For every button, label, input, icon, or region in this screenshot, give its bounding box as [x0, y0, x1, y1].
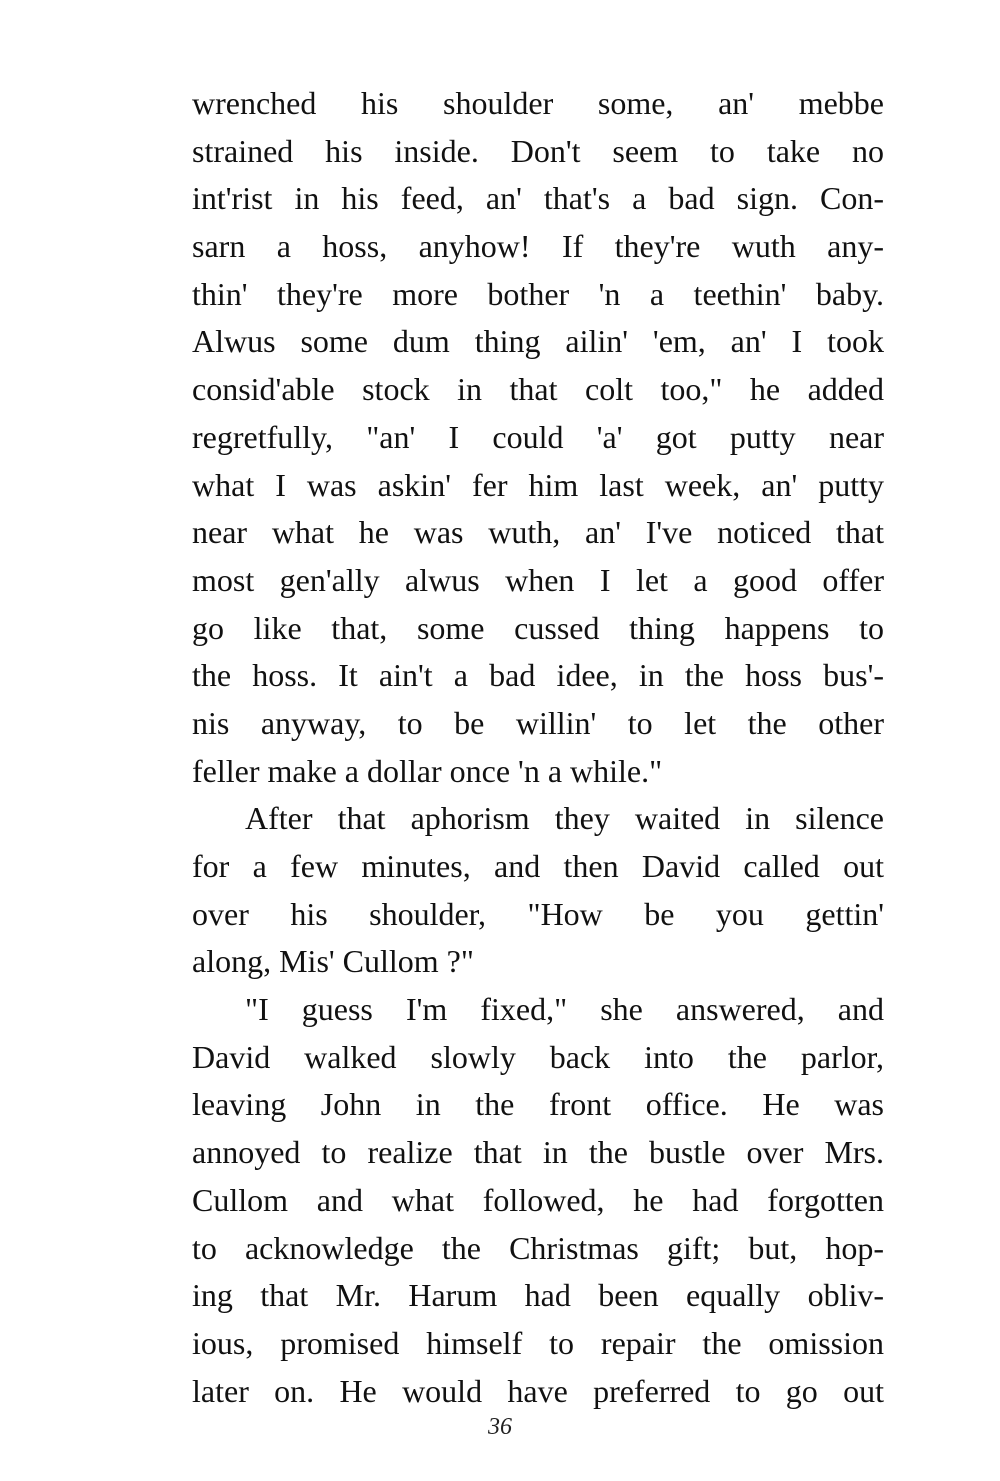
- body-text: [192, 80, 884, 1415]
- text-line: along, Mis' Cullom ?": [192, 943, 474, 980]
- text-line: "I guess I'm fixed," she answered, and: [245, 991, 884, 1028]
- text-line: over his shoulder, "How be you gettin': [192, 895, 884, 932]
- text-line: consid'able stock in that colt too," he added: [192, 371, 884, 408]
- text-line: near what he was wuth, an' I've noticed that: [192, 514, 884, 551]
- text-line: annoyed to realize that in the bustle over Mrs.: [192, 1134, 884, 1171]
- page-number: 36: [488, 1414, 512, 1440]
- text-line: ing that Mr. Harum had been equally obliv-: [192, 1277, 884, 1314]
- text-line: what I was askin' fer him last week, an' putty: [192, 466, 884, 503]
- text-line: most gen'ally alwus when I let a good offer: [192, 561, 884, 598]
- text-line: leaving John in the front office. He was: [192, 1086, 884, 1123]
- text-line: feller make a dollar once 'n a while.": [192, 752, 663, 789]
- text-line: later on. He would have preferred to go out: [192, 1372, 884, 1409]
- text-line: ious, promised himself to repair the omission: [192, 1324, 884, 1361]
- text-line: After that aphorism they waited in silence: [245, 800, 884, 837]
- text-line: strained his inside. Don't seem to take no: [192, 132, 884, 169]
- text-line: regretfully, "an' I could 'a' got putty near: [192, 418, 884, 455]
- text-line: Cullom and what followed, he had forgotten: [192, 1181, 884, 1218]
- text-line: nis anyway, to be willin' to let the other: [192, 704, 884, 741]
- text-line: David walked slowly back into the parlor,: [192, 1038, 884, 1075]
- text-line: go like that, some cussed thing happens to: [192, 609, 884, 646]
- text-line: wrenched his shoulder some, an' mebbe: [192, 85, 884, 121]
- text-line: sarn a hoss, anyhow! If they're wuth any-: [192, 228, 884, 265]
- text-line: int'rist in his feed, an' that's a bad sign. Con-: [192, 180, 884, 217]
- text-line: Alwus some dum thing ailin' 'em, an' I took: [192, 323, 884, 360]
- text-line: the hoss. It ain't a bad idee, in the hoss bus'-: [192, 657, 884, 694]
- text-line: thin' they're more bother 'n a teethin' baby.: [192, 275, 884, 312]
- text-line: for a few minutes, and then David called out: [192, 848, 884, 884]
- text-line: to acknowledge the Christmas gift; but, hop-: [192, 1229, 884, 1266]
